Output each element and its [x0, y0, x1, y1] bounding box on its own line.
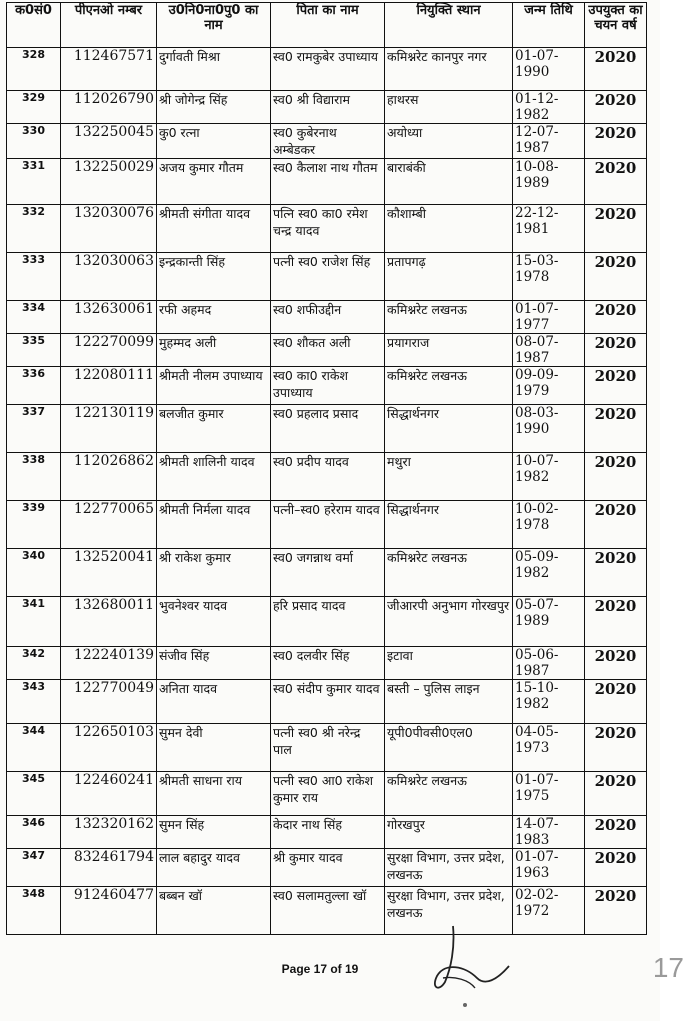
table-row — [7, 124, 647, 159]
table-row — [7, 91, 647, 124]
cell-father: स्व0 कुबेरनाथ अम्बेडकर — [271, 124, 385, 159]
cell-posting: सिद्धार्थनगर — [385, 405, 513, 453]
cell-name: श्री राकेश कुमार — [157, 549, 271, 597]
cell-year: 2020 — [585, 253, 647, 301]
cell-name: सुमन देवी — [157, 724, 271, 772]
cell-year: 2020 — [585, 849, 647, 887]
cell-serial: 335 — [7, 334, 61, 367]
cell-pno: 122270099 — [61, 334, 157, 367]
cell-father: स्व0 कैलाश नाथ गौतम — [271, 159, 385, 205]
cell-name: लाल बहादुर यादव — [157, 849, 271, 887]
table-row — [7, 205, 647, 253]
cell-father: स्व0 दलवीर सिंह — [271, 647, 385, 680]
cell-dob: 12-07-1987 — [513, 124, 585, 159]
cell-pno: 112467571 — [61, 48, 157, 91]
cell-posting: अयोध्या — [385, 124, 513, 159]
cell-posting: सुरक्षा विभाग, उत्तर प्रदेश, लखनऊ — [385, 887, 513, 935]
cell-posting: कमिश्नरेट कानपुर नगर — [385, 48, 513, 91]
table-row — [7, 887, 647, 935]
cell-father: पत्नी स्व0 श्री नरेन्द्र पाल — [271, 724, 385, 772]
cell-pno: 832461794 — [61, 849, 157, 887]
cell-year: 2020 — [585, 453, 647, 501]
cell-dob: 15-03-1978 — [513, 253, 585, 301]
cell-posting: गोरखपुर — [385, 816, 513, 849]
cell-name: श्री जोगेन्द्र सिंह — [157, 91, 271, 124]
cell-dob: 01-07-1990 — [513, 48, 585, 91]
cell-year: 2020 — [585, 334, 647, 367]
table-row — [7, 453, 647, 501]
cell-pno: 132680011 — [61, 597, 157, 647]
ink-dot — [463, 1003, 467, 1007]
cell-father: स्व0 जगन्नाथ वर्मा — [271, 549, 385, 597]
cell-name: रफी अहमद — [157, 301, 271, 334]
cell-posting: प्रयागराज — [385, 334, 513, 367]
cell-posting: सिद्धार्थनगर — [385, 501, 513, 549]
cell-dob: 08-07-1987 — [513, 334, 585, 367]
cell-dob: 01-07-1963 — [513, 849, 585, 887]
cell-year: 2020 — [585, 772, 647, 816]
cell-name: मुहम्मद अली — [157, 334, 271, 367]
table-row — [7, 597, 647, 647]
cell-posting: कौशाम्बी — [385, 205, 513, 253]
cell-year: 2020 — [585, 48, 647, 91]
cell-posting: यूपी0पीवसी0एल0 — [385, 724, 513, 772]
cell-serial: 332 — [7, 205, 61, 253]
cell-name: कु0 रत्ना — [157, 124, 271, 159]
cell-dob: 05-09-1982 — [513, 549, 585, 597]
table-row — [7, 816, 647, 849]
cell-serial: 333 — [7, 253, 61, 301]
cell-serial: 345 — [7, 772, 61, 816]
cell-pno: 122770065 — [61, 501, 157, 549]
cell-year: 2020 — [585, 680, 647, 724]
table-row — [7, 334, 647, 367]
cell-name: श्रीमती नीलम उपाध्याय — [157, 367, 271, 405]
header-serial: क0सं0 — [7, 3, 61, 48]
header-posting: नियुक्ति स्थान — [385, 3, 513, 48]
cell-name: अजय कुमार गौतम — [157, 159, 271, 205]
cell-serial: 331 — [7, 159, 61, 205]
header-pno: पीएनओ नम्बर — [61, 3, 157, 48]
cell-serial: 344 — [7, 724, 61, 772]
cell-name: अनिता यादव — [157, 680, 271, 724]
cell-serial: 346 — [7, 816, 61, 849]
cell-posting: हाथरस — [385, 91, 513, 124]
table-row — [7, 724, 647, 772]
cell-dob: 01-07-1975 — [513, 772, 585, 816]
table-row — [7, 680, 647, 724]
cell-serial: 341 — [7, 597, 61, 647]
cell-dob: 10-02-1978 — [513, 501, 585, 549]
table-row — [7, 48, 647, 91]
cell-serial: 328 — [7, 48, 61, 91]
cell-serial: 342 — [7, 647, 61, 680]
cell-dob: 22-12-1981 — [513, 205, 585, 253]
cell-pno: 132320162 — [61, 816, 157, 849]
cell-pno: 122650103 — [61, 724, 157, 772]
cell-year: 2020 — [585, 724, 647, 772]
table-row — [7, 849, 647, 887]
cell-pno: 122770049 — [61, 680, 157, 724]
cell-name: श्रीमती साधना राय — [157, 772, 271, 816]
table-row — [7, 647, 647, 680]
cell-posting: सुरक्षा विभाग, उत्तर प्रदेश, लखनऊ — [385, 849, 513, 887]
cell-serial: 347 — [7, 849, 61, 887]
table-row — [7, 367, 647, 405]
table-row — [7, 772, 647, 816]
table-row — [7, 159, 647, 205]
cell-pno: 132030076 — [61, 205, 157, 253]
cell-father: स्व0 संदीप कुमार यादव — [271, 680, 385, 724]
cell-dob: 01-12-1982 — [513, 91, 585, 124]
cell-dob: 05-06-1987 — [513, 647, 585, 680]
cell-year: 2020 — [585, 205, 647, 253]
page-label: Page 17 of 19 — [281, 962, 359, 976]
cell-dob: 02-02-1972 — [513, 887, 585, 935]
cell-year: 2020 — [585, 367, 647, 405]
cell-pno: 122080111 — [61, 367, 157, 405]
cell-pno: 132520041 — [61, 549, 157, 597]
cell-year: 2020 — [585, 405, 647, 453]
cell-serial: 330 — [7, 124, 61, 159]
cell-father: स्व0 का0 राकेश उपाध्याय — [271, 367, 385, 405]
viewer-page-number: 17 — [652, 952, 684, 983]
cell-dob: 08-03-1990 — [513, 405, 585, 453]
cell-dob: 10-07-1982 — [513, 453, 585, 501]
cell-posting: मथुरा — [385, 453, 513, 501]
cell-pno: 912460477 — [61, 887, 157, 935]
cell-name: बब्बन खॉ — [157, 887, 271, 935]
cell-dob: 04-05-1973 — [513, 724, 585, 772]
cell-serial: 336 — [7, 367, 61, 405]
cell-year: 2020 — [585, 91, 647, 124]
cell-pno: 132030063 — [61, 253, 157, 301]
cell-serial: 348 — [7, 887, 61, 935]
cell-father: स्व0 शफीउद्दीन — [271, 301, 385, 334]
table-row — [7, 253, 647, 301]
cell-year: 2020 — [585, 301, 647, 334]
cell-father: पत्नि स्व0 का0 रमेश चन्द्र यादव — [271, 205, 385, 253]
cell-father: स्व0 प्रहलाद प्रसाद — [271, 405, 385, 453]
cell-father: स्व0 सलामतुल्ला खॉ — [271, 887, 385, 935]
signature — [425, 918, 515, 998]
cell-pno: 132250045 — [61, 124, 157, 159]
cell-name: इन्द्रकान्ती सिंह — [157, 253, 271, 301]
cell-serial: 343 — [7, 680, 61, 724]
cell-year: 2020 — [585, 501, 647, 549]
header-dob: जन्म तिथि — [513, 3, 585, 48]
cell-father: स्व0 श्री विद्याराम — [271, 91, 385, 124]
cell-name: सुमन सिंह — [157, 816, 271, 849]
table-row — [7, 405, 647, 453]
header-father: पिता का नाम — [271, 3, 385, 48]
cell-year: 2020 — [585, 597, 647, 647]
cell-dob: 15-10-1982 — [513, 680, 585, 724]
cell-serial: 334 — [7, 301, 61, 334]
table-row — [7, 549, 647, 597]
cell-name: भुवनेश्वर यादव — [157, 597, 271, 647]
cell-year: 2020 — [585, 159, 647, 205]
cell-serial: 337 — [7, 405, 61, 453]
cell-posting: कमिश्नरेट लखनऊ — [385, 301, 513, 334]
cell-posting: बाराबंकी — [385, 159, 513, 205]
table-row — [7, 301, 647, 334]
cell-serial: 329 — [7, 91, 61, 124]
cell-year: 2020 — [585, 647, 647, 680]
cell-pno: 132250029 — [61, 159, 157, 205]
cell-pno: 112026862 — [61, 453, 157, 501]
cell-dob: 10-08-1989 — [513, 159, 585, 205]
cell-dob: 09-09-1979 — [513, 367, 585, 405]
cell-father: स्व0 प्रदीप यादव — [271, 453, 385, 501]
cell-father: पत्नी–स्व0 हरेराम यादव — [271, 501, 385, 549]
cell-father: पत्नी स्व0 आ0 राकेश कुमार राय — [271, 772, 385, 816]
cell-pno: 122240139 — [61, 647, 157, 680]
cell-name: श्रीमती शालिनी यादव — [157, 453, 271, 501]
cell-name: श्रीमती निर्मला यादव — [157, 501, 271, 549]
cell-posting: इटावा — [385, 647, 513, 680]
cell-father: हरि प्रसाद यादव — [271, 597, 385, 647]
cell-name: श्रीमती संगीता यादव — [157, 205, 271, 253]
personnel-table — [6, 2, 647, 935]
cell-year: 2020 — [585, 816, 647, 849]
table-row — [7, 501, 647, 549]
table-header-row — [7, 3, 647, 48]
header-name: उ0नि0ना0पु0 का नाम — [157, 3, 271, 48]
cell-dob: 14-07-1983 — [513, 816, 585, 849]
cell-serial: 338 — [7, 453, 61, 501]
cell-father: स्व0 शौकत अली — [271, 334, 385, 367]
cell-year: 2020 — [585, 549, 647, 597]
cell-posting: जीआरपी अनुभाग गोरखपुर — [385, 597, 513, 647]
cell-posting: कमिश्नरेट लखनऊ — [385, 549, 513, 597]
cell-name: संजीव सिंह — [157, 647, 271, 680]
page-footer — [0, 962, 600, 976]
cell-pno: 112026790 — [61, 91, 157, 124]
cell-year: 2020 — [585, 124, 647, 159]
cell-name: दुर्गावती मिश्रा — [157, 48, 271, 91]
cell-father: स्व0 रामकुबेर उपाध्याय — [271, 48, 385, 91]
cell-father: पत्नी स्व0 राजेश सिंह — [271, 253, 385, 301]
cell-pno: 132630061 — [61, 301, 157, 334]
cell-posting: कमिश्नरेट लखनऊ — [385, 772, 513, 816]
cell-posting: प्रतापगढ़ — [385, 253, 513, 301]
cell-posting: बस्ती – पुलिस लाइन — [385, 680, 513, 724]
header-year: उपयुक्त का चयन वर्ष — [585, 3, 647, 48]
cell-father: केदार नाथ सिंह — [271, 816, 385, 849]
cell-serial: 340 — [7, 549, 61, 597]
cell-pno: 122130119 — [61, 405, 157, 453]
cell-year: 2020 — [585, 887, 647, 935]
cell-pno: 122460241 — [61, 772, 157, 816]
cell-dob: 01-07-1977 — [513, 301, 585, 334]
cell-name: बलजीत कुमार — [157, 405, 271, 453]
cell-father: श्री कुमार यादव — [271, 849, 385, 887]
cell-serial: 339 — [7, 501, 61, 549]
cell-dob: 05-07-1989 — [513, 597, 585, 647]
cell-posting: कमिश्नरेट लखनऊ — [385, 367, 513, 405]
